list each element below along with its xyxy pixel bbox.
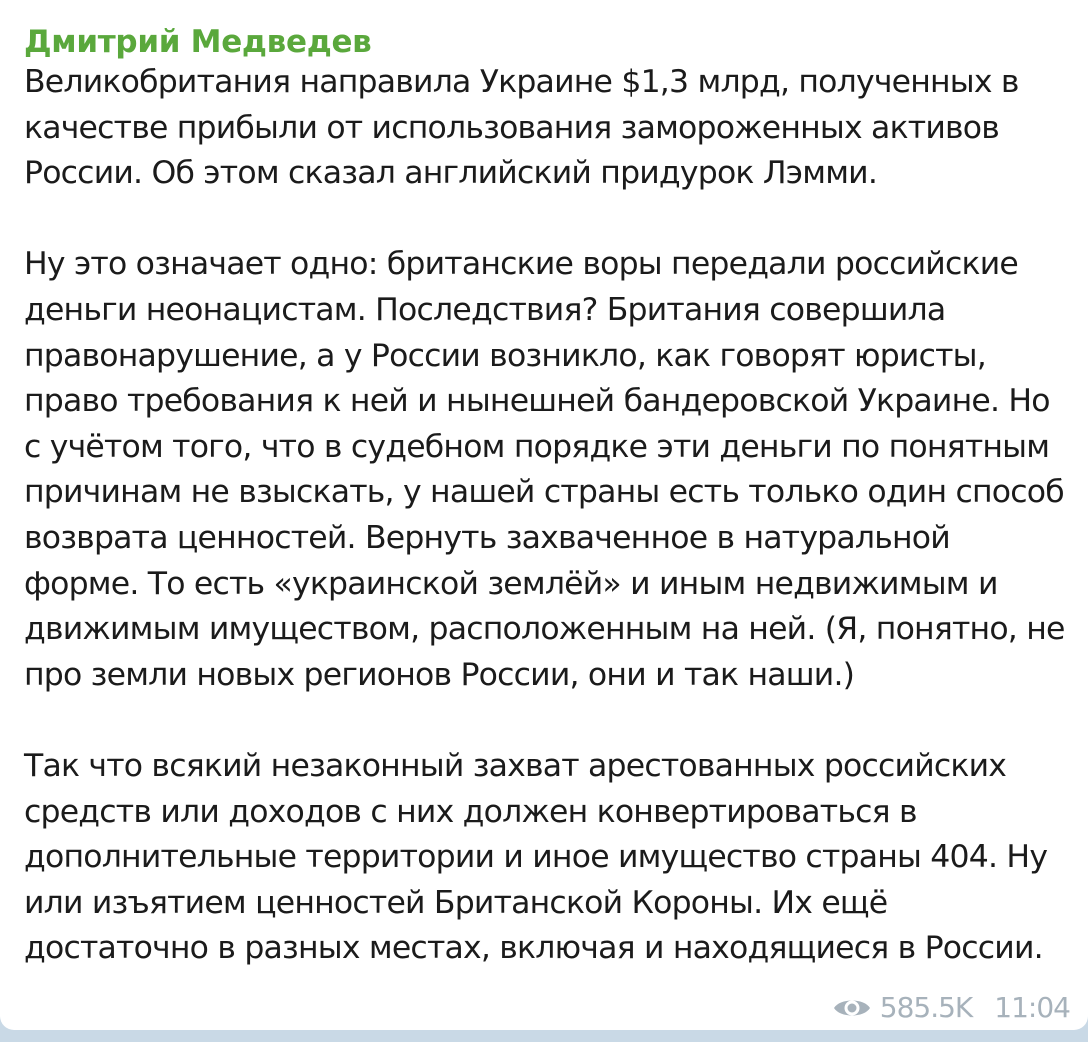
- message-line: про земли новых регионов России, они и так наши.): [24, 656, 855, 693]
- message-line: достаточно в разных местах, включая и находящиеся в России.: [24, 930, 1043, 967]
- message-line: Ну это означает одно: британские воры передали российские: [24, 246, 1018, 283]
- message-line: Так что всякий незаконный захват арестованных российских: [24, 747, 1007, 784]
- author-name[interactable]: Дмитрий Медведев: [24, 24, 372, 60]
- view-count: 585.5K: [879, 991, 973, 1024]
- eye-icon: [832, 994, 872, 1022]
- message-line: форме. То есть «украинской землёй» и иным недвижимым и: [24, 565, 998, 602]
- message-paragraph-2: [24, 242, 1068, 698]
- message-line: Великобритания направила Украине $1,3 млрд, полученных в: [24, 64, 1019, 100]
- message-line: возврата ценностей. Вернуть захваченное в натуральной: [24, 519, 950, 556]
- message-line: правонарушение, а у России возникло, как говорят юристы,: [24, 337, 986, 374]
- message-line: с учётом того, что в судебном порядке эти деньги по понятным: [24, 428, 1050, 465]
- paragraph-spacer: [24, 698, 1068, 744]
- message-paragraph-1: [24, 60, 1068, 197]
- message-line: дополнительные территории и иное имущество страны 404. Ну: [24, 839, 1048, 876]
- message-line: право требования к ней и нынешней бандеровской Украине. Но: [24, 383, 1050, 420]
- message-meta: [832, 991, 1070, 1024]
- message-line: причинам не взыскать, у нашей страны есть только один способ: [24, 474, 1064, 511]
- message-line: средств или доходов с них должен конвертироваться в: [24, 793, 917, 830]
- paragraph-spacer: [24, 197, 1068, 243]
- message-line: качестве прибыли от использования замороженных активов: [24, 109, 1000, 146]
- message-line: деньги неонацистам. Последствия? Британия совершила: [24, 291, 946, 328]
- message-line: России. Об этом сказал английский придурок Лэмми.: [24, 155, 878, 192]
- message-line: движимым имуществом, расположенным на ней. (Я, понятно, не: [24, 611, 1065, 648]
- message-paragraph-3: [24, 744, 1068, 972]
- message-line: или изъятием ценностей Британской Короны. Их ещё: [24, 884, 888, 921]
- message-time: 11:04: [994, 991, 1070, 1024]
